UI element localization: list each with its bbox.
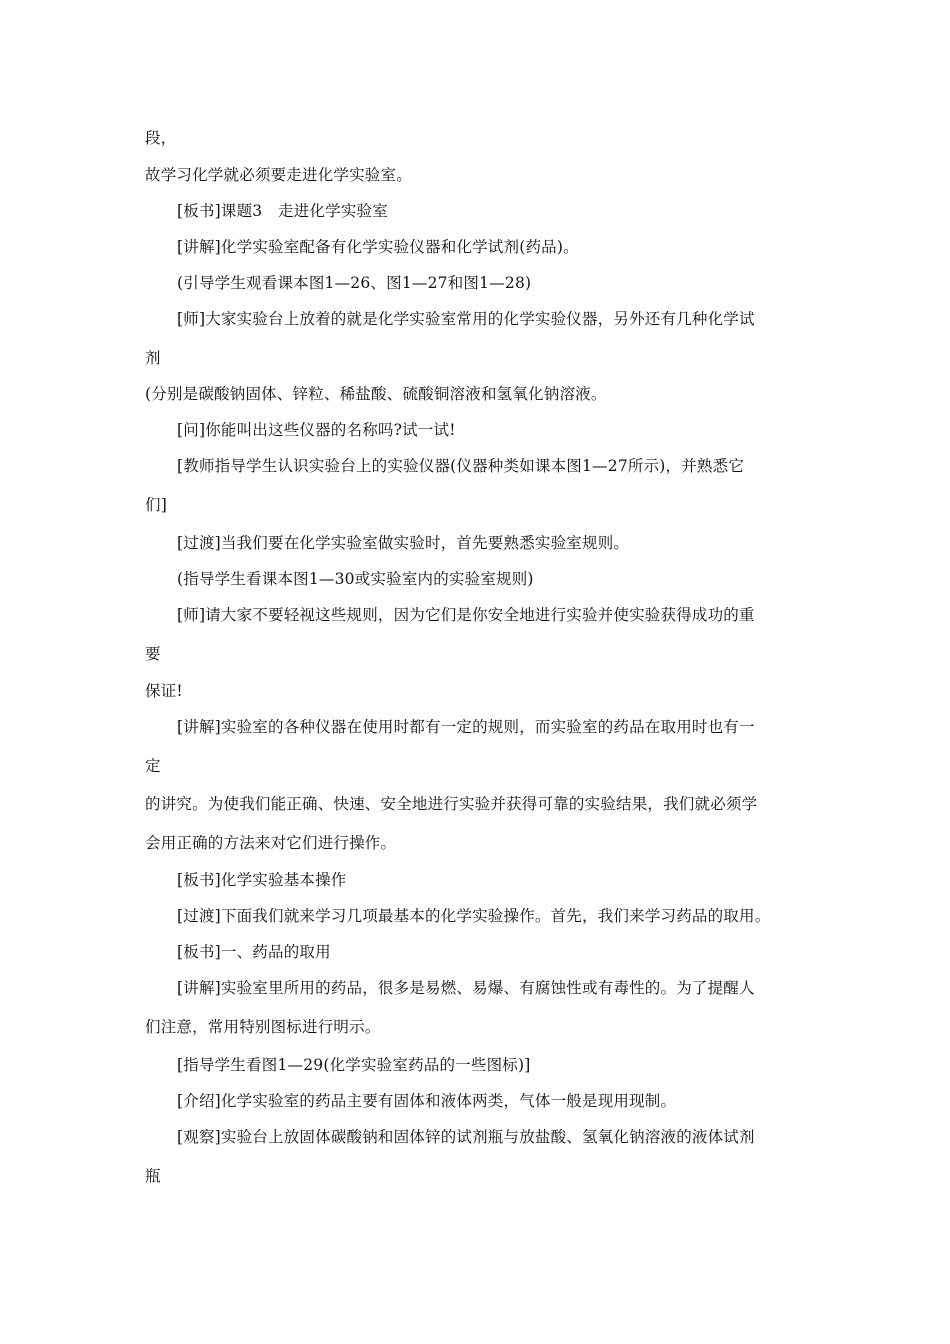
- text-line: [教师指导学生认识实验台上的实验仪器(仪器种类如课本图1—27所示)，并熟悉它: [177, 457, 745, 475]
- text-line: 剂: [145, 349, 161, 367]
- text-line: [过渡]下面我们就来学习几项最基本的化学实验操作。首先，我们来学习药品的取用。: [177, 907, 771, 925]
- text-line: [指导学生看图1—29(化学实验室药品的一些图标)]: [177, 1056, 531, 1074]
- text-line: (指导学生看课本图1—30或实验室内的实验室规则): [177, 570, 534, 588]
- text-line: 会用正确的方法来对它们进行操作。: [145, 834, 397, 852]
- text-line: [讲解]化学实验室配备有化学实验仪器和化学试剂(药品)。: [177, 238, 579, 256]
- text-line: 瓶: [145, 1167, 161, 1185]
- text-line: 的讲究。为使我们能正确、快速、安全地进行实验并获得可靠的实验结果，我们就必须学: [145, 795, 758, 813]
- text-line: [问]你能叫出这些仪器的名称吗?试一试!: [177, 421, 456, 439]
- text-line: [师]大家实验台上放着的就是化学实验室常用的化学实验仪器，另外还有几种化学试: [177, 310, 755, 328]
- text-line: 段，: [145, 129, 177, 147]
- text-line: 故学习化学就必须要走进化学实验室。: [145, 166, 412, 184]
- text-line: [讲解]实验室里所用的药品，很多是易燃、易爆、有腐蚀性或有毒性的。为了提醒人: [177, 979, 755, 997]
- text-line: [观察]实验台上放固体碳酸钠和固体锌的试剂瓶与放盐酸、氢氧化钠溶液的液体试剂: [177, 1128, 755, 1146]
- text-line: [过渡]当我们要在化学实验室做实验时，首先要熟悉实验室规则。: [177, 534, 630, 552]
- text-line: [讲解]实验室的各种仪器在使用时都有一定的规则，而实验室的药品在取用时也有一: [177, 718, 755, 736]
- text-line: [师]请大家不要轻视这些规则，因为它们是你安全地进行实验并使实验获得成功的重: [177, 606, 755, 624]
- text-line: [板书]课题3 走进化学实验室: [177, 202, 388, 220]
- text-line: 们注意，常用特别图标进行明示。: [145, 1018, 381, 1036]
- text-line: [介绍]化学实验室的药品主要有固体和液体两类，气体一般是现用现制。: [177, 1092, 677, 1110]
- text-line: (引导学生观看课本图1—26、图1—27和图1—28): [177, 274, 532, 292]
- text-line: 保证!: [145, 682, 183, 700]
- text-line: 们]: [145, 496, 167, 514]
- text-line: (分别是碳酸钠固体、锌粒、稀盐酸、硫酸铜溶液和氢氧化钠溶液。: [145, 385, 607, 403]
- text-line: 定: [145, 757, 161, 775]
- text-line: [板书]化学实验基本操作: [177, 871, 347, 889]
- text-line: 要: [145, 645, 161, 663]
- text-line: [板书]一、药品的取用: [177, 943, 331, 961]
